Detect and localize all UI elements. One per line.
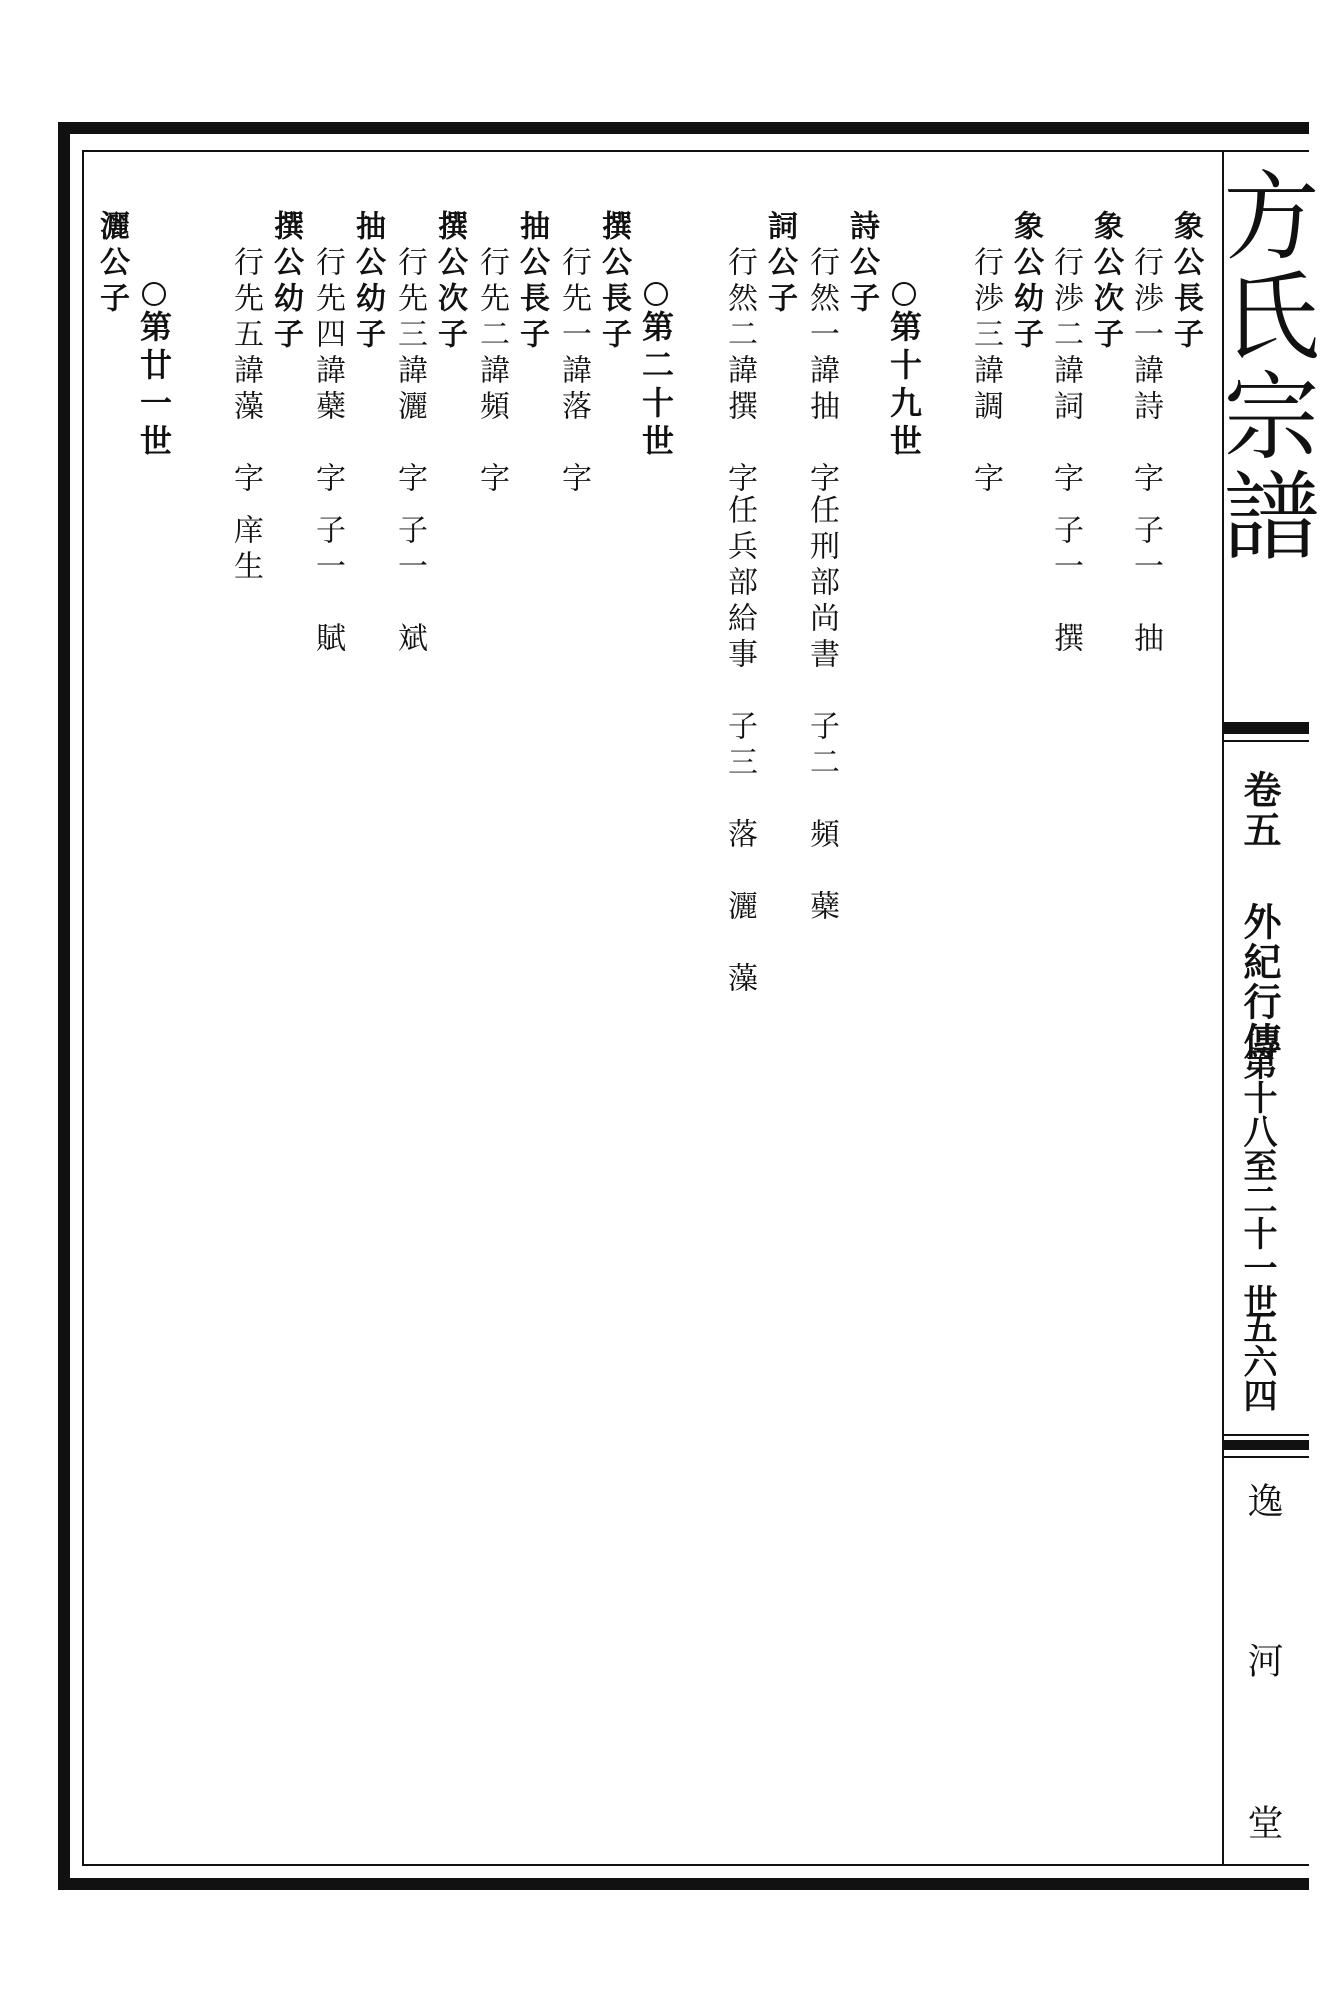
entry-line: 行渉一諱詩 字 xyxy=(1128,246,1163,498)
entry-line: 行先四諱蘗 字 xyxy=(310,246,345,498)
entry-tail: 庠生 xyxy=(228,514,263,586)
entry-line: 行先五諱藻 字 xyxy=(228,246,263,498)
entry-head: 抽公幼子 xyxy=(350,210,385,354)
entry-head: 象公幼子 xyxy=(1008,210,1043,354)
hall-char-2: 河 xyxy=(1242,1642,1283,1678)
entry-line: 行先三諱灑 字 xyxy=(392,246,427,498)
banner-thin-top xyxy=(1222,740,1309,742)
circle-marker xyxy=(644,282,668,306)
entry-tail: 任刑部尚書 子二 頻 蘗 xyxy=(804,494,839,926)
banner-thin-bottom-2 xyxy=(1222,1456,1309,1458)
entry-line: 行渉三諱調 字 xyxy=(968,246,1003,498)
volume-label: 卷五 xyxy=(1237,770,1282,850)
generation-19-heading xyxy=(885,282,923,462)
entry-head: 象公次子 xyxy=(1088,210,1123,354)
banner-bar-bottom xyxy=(1222,1440,1309,1450)
entry-line: 行渉二諱詞 字 xyxy=(1048,246,1083,498)
entry-tail: 子一 斌 xyxy=(392,514,427,658)
generation-20-heading xyxy=(637,282,675,462)
hall-char-3: 堂 xyxy=(1242,1804,1283,1840)
page-number: 五六四 xyxy=(1237,1310,1277,1412)
entry-line: 行然一諱抽 字 xyxy=(804,246,839,498)
entry-tail: 任兵部給事 子三 落 灑 藻 xyxy=(722,494,757,998)
circle-marker xyxy=(892,282,916,306)
entry-line: 行先二諱頻 字 xyxy=(474,246,509,498)
entry-head: 詞公子 xyxy=(762,210,797,318)
entry-head: 詩公子 xyxy=(844,210,879,318)
entry-head: 撰公長子 xyxy=(596,210,631,354)
entry-head: 撰公次子 xyxy=(432,210,467,354)
entry-head: 撰公幼子 xyxy=(268,210,303,354)
entry-tail: 子一 賦 xyxy=(310,514,345,658)
entry-head: 象公長子 xyxy=(1168,210,1203,354)
banner-thin-bottom xyxy=(1222,1434,1309,1436)
section-label: 外紀行傳 xyxy=(1237,902,1282,1062)
generation-20-label: 第二十世 xyxy=(637,310,675,462)
entry-tail: 子一 抽 xyxy=(1128,514,1163,658)
generation-21-heading xyxy=(135,282,173,462)
hall-char-1: 逸 xyxy=(1242,1482,1283,1518)
generation-21-label: 第廿一世 xyxy=(135,310,173,462)
generations-label: 第十八至二十一世 xyxy=(1237,1046,1277,1318)
entry-line: 行先一諱落 字 xyxy=(556,246,591,498)
entry-tail: 子一 撰 xyxy=(1048,514,1083,658)
page-frame-inner xyxy=(82,150,1309,1866)
entry-head: 抽公長子 xyxy=(514,210,549,354)
circle-marker xyxy=(142,282,166,306)
banner-bar-top xyxy=(1222,722,1309,734)
entry-head: 灑公子 xyxy=(94,210,129,318)
banner-title: 方氏宗譜 xyxy=(1208,166,1320,566)
entry-line: 行然二諱撰 字 xyxy=(722,246,757,498)
generation-19-label: 第十九世 xyxy=(885,310,923,462)
